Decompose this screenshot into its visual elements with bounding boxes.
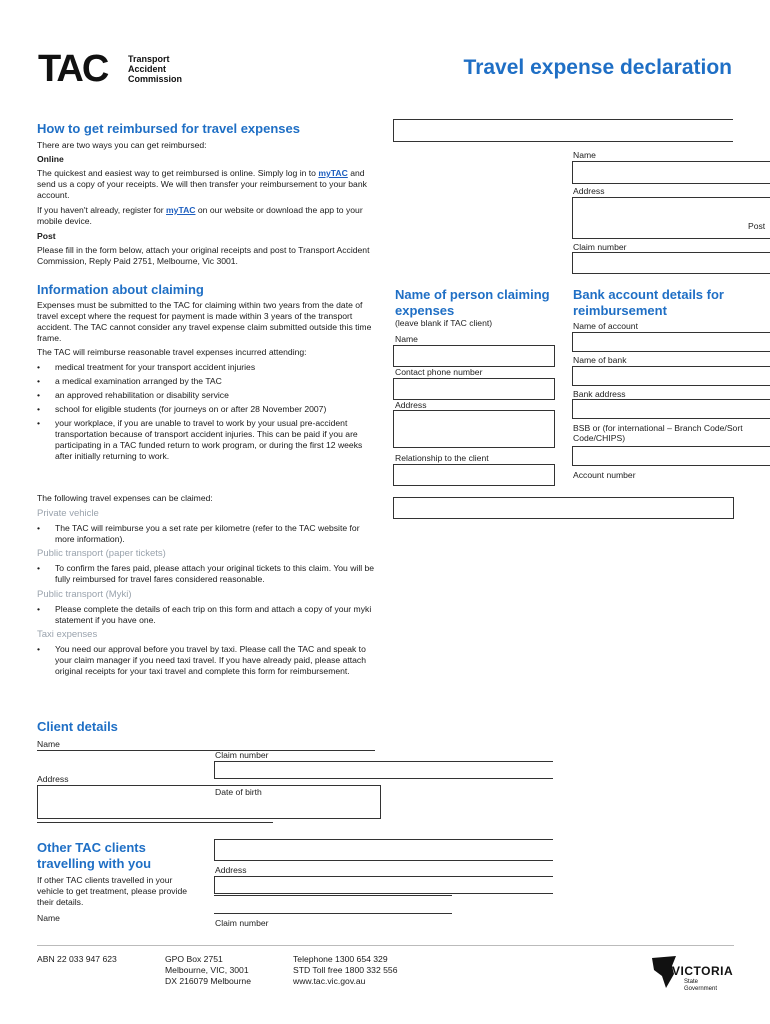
others-address-line3[interactable]	[214, 913, 452, 914]
myki-bullet: • Please complete the details of each trip on this form and attach a copy of your myki statement if you have one.	[37, 604, 375, 626]
others-name-label: Name	[37, 913, 60, 923]
top-address-input[interactable]	[572, 197, 770, 239]
account-number-input[interactable]	[393, 497, 734, 519]
expense-types	[37, 493, 375, 680]
register-text-1: If you haven't already, register for	[37, 205, 164, 215]
victoria-wordmark: VICTORIA	[672, 964, 734, 978]
footer-tollfree: STD Toll free 1800 332 556	[293, 965, 398, 975]
page-title: Travel expense declaration	[463, 56, 732, 79]
online-text-2: and send us a copy of your receipts. We will then transfer your reimbursement to your bank account.	[37, 168, 367, 200]
bank-account-name-label: Name of account	[573, 321, 638, 331]
claimant-address-input[interactable]	[393, 410, 555, 448]
client-address-input[interactable]	[37, 785, 381, 819]
reimburse-heading: How to get reimbursed for travel expenses	[37, 121, 300, 136]
info-heading: Information about claiming	[37, 282, 204, 297]
claimant-relationship-label: Relationship to the client	[395, 453, 489, 463]
footer-city: Melbourne, VIC, 3001	[165, 965, 249, 975]
reimburse-section	[37, 140, 377, 267]
client-dob-label: Date of birth	[215, 787, 262, 797]
account-number-label: Account number	[573, 470, 636, 480]
org-name-line1: Transport	[128, 54, 170, 64]
top-claim-input[interactable]	[572, 252, 770, 274]
register-text-2: on our website or download the app to your mobile device.	[37, 205, 363, 226]
top-name-input[interactable]	[572, 161, 770, 184]
reimburse-intro: There are two ways you can get reimbursed:	[37, 140, 207, 150]
top-name-label: Name	[573, 150, 596, 160]
claimant-phone-input[interactable]	[393, 378, 555, 400]
footer-divider	[37, 945, 734, 946]
victoria-sub1: State	[684, 979, 699, 985]
top-name-field[interactable]	[393, 119, 733, 142]
claimant-phone-label: Contact phone number	[395, 367, 483, 377]
client-address-label: Address	[37, 774, 69, 784]
list-item: • a medical examination arranged by the TAC	[37, 376, 375, 387]
list-item: • an approved rehabilitation or disability service	[37, 390, 375, 401]
bsb-input[interactable]	[572, 446, 770, 466]
top-claim-label: Claim number	[573, 242, 627, 252]
private-heading: Private vehicle	[37, 508, 99, 519]
taxi-heading: Taxi expenses	[37, 629, 98, 640]
claimant-relationship-input[interactable]	[393, 464, 555, 486]
footer-phone: Telephone 1300 654 329	[293, 954, 388, 964]
claimant-name-label: Name	[395, 334, 418, 344]
info-para1: Expenses must be submitted to the TAC for claiming within two years from the date of travel except where the request for payment is made within 3 years of the transport accident. The TAC cannot consider any travel expense claim submitted outside this time frame.	[37, 300, 372, 343]
footer-web[interactable]: www.tac.vic.gov.au	[293, 976, 366, 986]
bank-name-input[interactable]	[572, 366, 770, 386]
victoria-sub2: Government	[684, 986, 718, 992]
claimant-address-label: Address	[395, 400, 427, 410]
bsb-label: BSB or (for international – Branch Code/Sort Code/CHIPS)	[573, 423, 743, 443]
top-address-label: Address	[573, 186, 605, 196]
paper-heading: Public transport (paper tickets)	[37, 548, 166, 559]
footer-dx: DX 216079 Melbourne	[165, 976, 251, 986]
org-name-line3: Commission	[128, 74, 183, 84]
others-address-line2[interactable]	[214, 895, 452, 896]
footer-gpo: GPO Box 2751	[165, 954, 223, 964]
others-heading: Other TAC clients travelling with you	[37, 840, 152, 871]
client-claim-input[interactable]	[214, 761, 553, 779]
client-claim-label: Claim number	[215, 750, 269, 760]
bank-heading: Bank account details for reimbursement	[573, 287, 724, 318]
myki-heading: Public transport (Myki)	[37, 589, 132, 600]
info-bullets	[37, 362, 375, 462]
claimant-name-input[interactable]	[393, 345, 555, 367]
footer-contact	[293, 954, 397, 987]
others-claim-label: Claim number	[215, 918, 269, 928]
others-address-input[interactable]	[214, 876, 553, 894]
tac-logo	[38, 50, 188, 90]
mytac-link[interactable]: myTAC	[318, 168, 348, 178]
private-bullet: • The TAC will reimburse you a set rate per kilometre (refer to the TAC website for more information).	[37, 523, 375, 545]
bank-address-input[interactable]	[572, 399, 770, 419]
footer-abn: ABN 22 033 947 623	[37, 954, 117, 964]
client-name-line[interactable]	[37, 750, 375, 751]
client-name-label: Name	[37, 739, 60, 749]
info-section	[37, 300, 375, 465]
online-text-1: The quickest and easiest way to get reimbursed is online. Simply log in to	[37, 168, 316, 178]
victoria-logo	[650, 954, 740, 998]
mytac-register-link[interactable]: myTAC	[166, 205, 196, 215]
bank-address-label: Bank address	[573, 389, 626, 399]
top-post-label: Post	[748, 221, 766, 231]
others-text: If other TAC clients travelled in your vehicle to get treatment, please provide their details.	[37, 875, 188, 907]
list-item: • your workplace, if you are unable to travel to work by your usual pre-accident transportation because of transport accident injuries. This can be paid if you are participating in a TAC funded return to work program, or during the first 12 weeks after initially returning to work.	[37, 418, 375, 462]
claimant-heading: Name of person claiming expenses	[395, 287, 550, 318]
footer-address	[165, 954, 251, 987]
tac-logo-mark: TAC	[38, 48, 108, 90]
list-item: • medical treatment for your transport accident injuries	[37, 362, 375, 373]
post-text: Please fill in the form below, attach your original receipts and post to Transport Accident Commission, Reply Paid 2751, Melbourne, Vic 3001.	[37, 245, 370, 266]
post-label: Post	[37, 231, 56, 241]
online-label: Online	[37, 154, 64, 164]
bank-name-label: Name of bank	[573, 355, 627, 365]
client-heading: Client details	[37, 719, 118, 734]
list-item: • school for eligible students (for journeys on or after 28 November 2007)	[37, 404, 375, 415]
client-dob-line[interactable]	[37, 822, 273, 823]
paper-bullet: • To confirm the fares paid, please attach your original tickets to this claim. You will be fully reimbursed for travel fares considered reasonable.	[37, 563, 375, 585]
bank-account-name-input[interactable]	[572, 332, 770, 352]
org-name-line2: Accident	[128, 64, 167, 74]
info-para3: The following travel expenses can be claimed:	[37, 493, 213, 503]
taxi-bullet: • You need our approval before you travel by taxi. Please call the TAC and speak to your claim manager if you need taxi travel. If you have already paid, please attach original receipts for your taxi travel and complete this form for reimbursement.	[37, 644, 375, 677]
others-address-label: Address	[215, 865, 247, 875]
info-para2: The TAC will reimburse reasonable travel expenses incurred attending:	[37, 347, 307, 357]
claimant-sub: (leave blank if TAC client)	[395, 318, 493, 328]
others-name-input[interactable]	[214, 839, 553, 861]
